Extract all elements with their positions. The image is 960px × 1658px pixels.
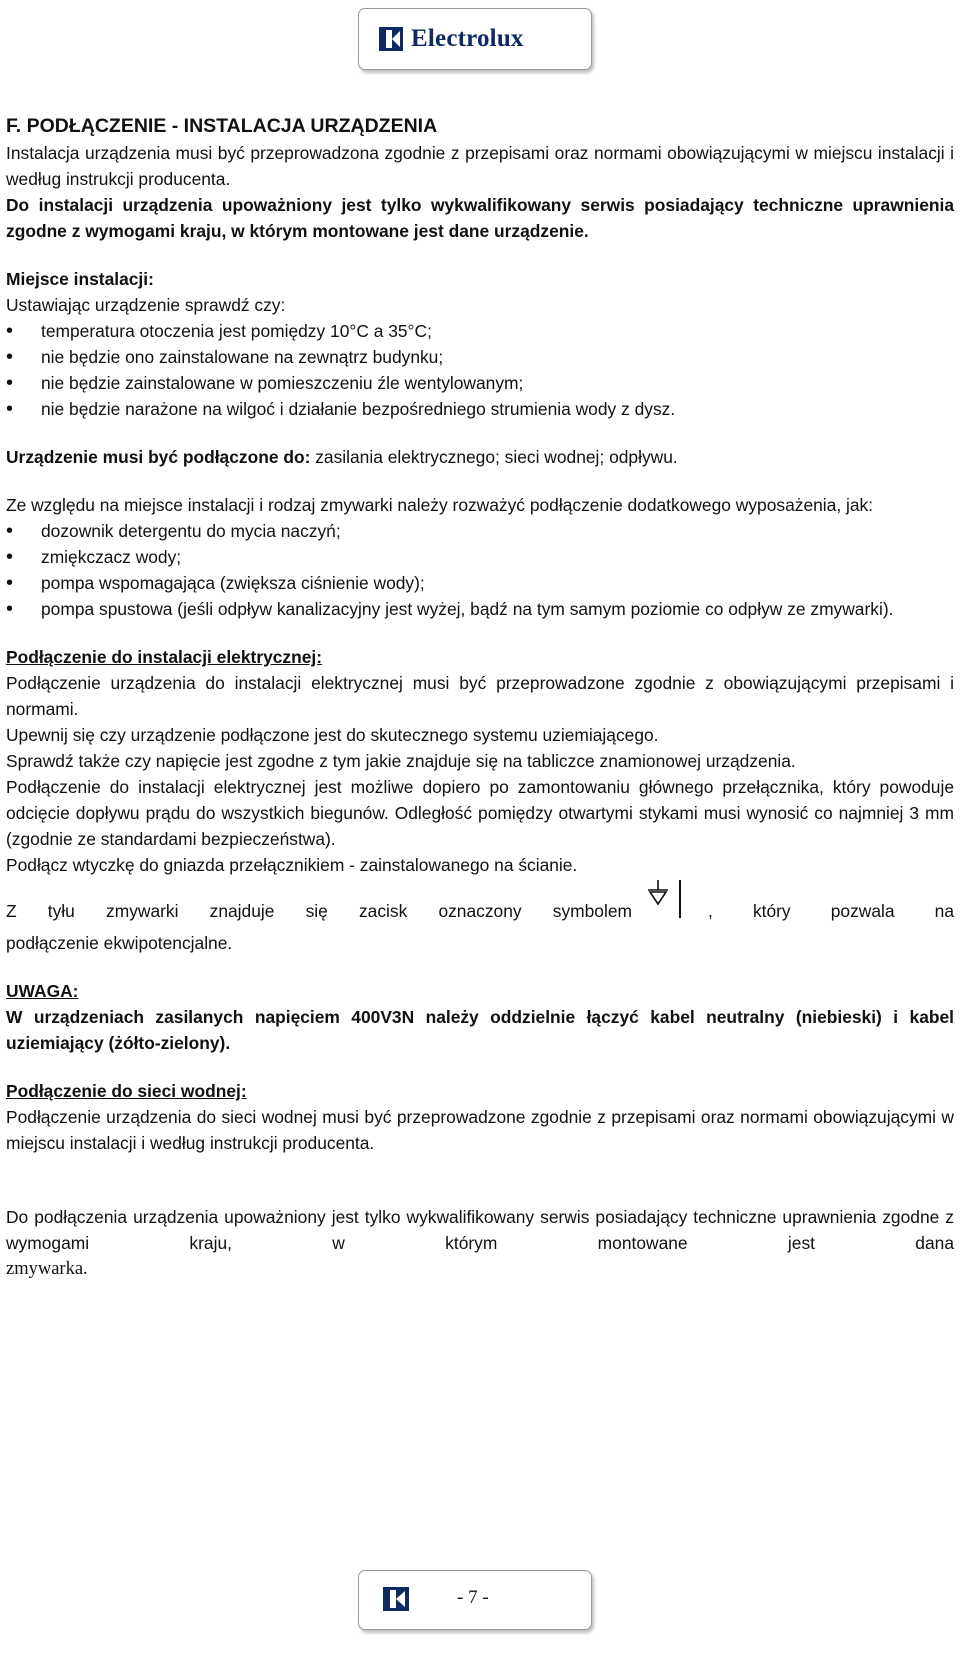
intro-bold-paragraph: Do instalacji urządzenia upoważniony jest tylko wykwalifikowany serwis posiadający techniczne uprawnienia zgodne z wymogami kraju, w którym montowane jest dane urządzenie. [6,195,954,241]
list-item: • pompa spustowa (jeśli odpływ kanalizacyjny jest wyżej, bądź na tym samym poziomie co odpływ ze zmywarki). [6,596,954,622]
equipotential-text-after: , który pozwala na [708,901,954,921]
brand-logo [379,25,524,53]
warning-text: W urządzeniach zasilanych napięciem 400V3N należy oddzielnie łączyć kabel neutralny (niebieski) i kabel uziemiający (żółto-zielony). [6,1007,954,1053]
list-item: • temperatura otoczenia jest pomiędzy 10°C a 35°C; [6,318,954,344]
electrolux-logo-icon [383,1587,409,1611]
electric-p2: Upewnij się czy urządzenie podłączone jest do skutecznego systemu uziemiającego. [6,725,659,745]
list-item: • pompa wspomagająca (zwiększa ciśnienie wody); [6,570,954,596]
water-p2: Do podłączenia urządzenia upoważniony jest tylko wykwalifikowany serwis posiadający techniczne uprawnienia zgodne z wymogami kraju, w którym montowane jest dana [6,1207,954,1253]
list-item: • dozownik detergentu do mycia naczyń; [6,518,954,544]
location-list [6,318,954,422]
list-item: • zmiękczacz wody; [6,544,954,570]
connect-label: Urządzenie musi być podłączone do: [6,447,311,467]
header-logo-box [358,8,592,70]
electric-p4: Podłączenie do instalacji elektrycznej jest możliwe dopiero po zamontowaniu głównego przełącznika, który powoduje odcięcie dopływu prądu do wszystkich biegunów. Odległość pomiędzy otwartymi stykami musi wynosić co najmniej 3 mm (zgodnie ze standardami bezpieczeństwa). [6,777,954,849]
connect-text: zasilania elektrycznego; sieci wodnej; odpływu. [310,447,678,467]
section-title: F. PODŁĄCZENIE - INSTALACJA URZĄDZENIA [6,115,438,137]
brand-name: Electrolux [411,25,524,52]
electric-heading: Podłączenie do instalacji elektrycznej: [6,647,323,667]
list-item: • nie będzie ono zainstalowane na zewnątrz budynku; [6,344,954,370]
location-heading: Miejsce instalacji: [6,269,154,289]
main-content [6,112,954,1282]
page-number: - 7 - [457,1587,489,1608]
list-item: • nie będzie narażone na wilgoć i działanie bezpośredniego strumienia wody z dysz. [6,396,954,422]
accessories-list [6,518,954,622]
list-item: • nie będzie zainstalowane w pomieszczeniu źle wentylowanym; [6,370,954,396]
water-p2-end: zmywarka. [6,1259,88,1279]
water-p1: Podłączenie urządzenia do sieci wodnej musi być przeprowadzone zgodnie z przepisami oraz normami obowiązującymi w miejscu instalacji i według instrukcji producenta. [6,1107,954,1153]
footer-box [358,1570,592,1630]
electrolux-logo-icon [379,27,403,51]
equipotential-row [6,878,954,930]
electric-p3: Sprawdź także czy napięcie jest zgodne z tym jakie znajduje się na tabliczce znamionowej urządzenia. [6,751,796,771]
water-heading: Podłączenie do sieci wodnej: [6,1081,247,1101]
electric-p1: Podłączenie urządzenia do instalacji elektrycznej musi być przeprowadzone zgodnie z obowiązującymi przepisami i normami. [6,673,954,719]
equipotential-text-before: Z tyłu zmywarki znajduje się zacisk oznaczony symbolem [6,901,632,921]
location-lead: Ustawiając urządzenie sprawdź czy: [6,295,286,315]
electric-p5: Podłącz wtyczkę do gniazda przełącznikiem - zainstalowanego na ścianie. [6,855,578,875]
accessories-lead: Ze względu na miejsce instalacji i rodzaj zmywarki należy rozważyć podłączenie dodatkowego wyposażenia, jak: [6,495,874,515]
intro-paragraph: Instalacja urządzenia musi być przeprowadzona zgodnie z przepisami oraz normami obowiązującymi w miejscu instalacji i według instrukcji producenta. [6,143,954,189]
equipotential-text-cont: podłączenie ekwipotencjalne. [6,933,233,953]
equipotential-symbol-icon [646,878,686,920]
warning-heading: UWAGA: [6,981,79,1001]
connect-paragraph [6,444,954,470]
